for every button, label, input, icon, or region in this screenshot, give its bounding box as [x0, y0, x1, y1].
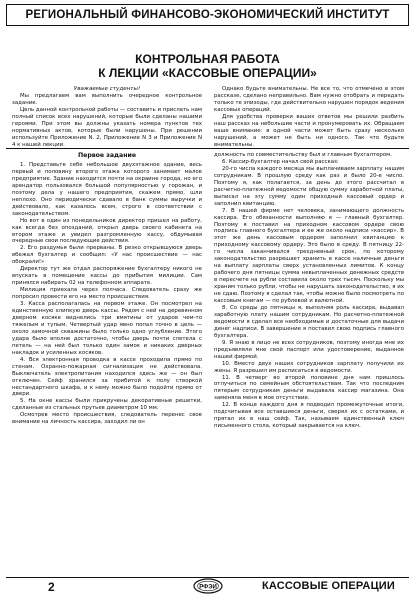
- institute-name: РЕГИОНАЛЬНЫЙ ФИНАНСОВО-ЭКОНОМИЧЕСКИЙ ИНСТИТУТ: [25, 9, 390, 21]
- task-paragraph: 1. Представьте себе небольшое двухэтажное здание, весь первый и половину второго этажа которого занимает малое предприятие. Здание находится почти на окраине города, но его арендатор пользовался большой популярностью у горожан, и поэтому дела у нашего предприятия, скажем прямо, шли неплохо. Оно периодически сдавало в банк суммы выручки и действовало, как казалось всем, строго в соответствии с законодательством.: [12, 162, 202, 217]
- institute-logo-icon: [193, 578, 223, 594]
- title-line-2: К ЛЕКЦИИ «КАССОВЫЕ ОПЕРАЦИИ»: [98, 66, 317, 80]
- intro-right-column: [214, 86, 404, 149]
- intro-left-column: [12, 86, 202, 149]
- document-title: [0, 52, 415, 80]
- journal-title: КАССОВЫЕ ОПЕРАЦИИ: [262, 580, 396, 592]
- task-paragraph: 12. В конце каждого дня я подводил промежуточные итоги, подсчитывая все оставшиеся деньги, сверял их с остатками, и прятал их в наш сейф. Так, называем единственный ключ письменного стола, который закрывается на ключ.: [214, 402, 404, 430]
- task-paragraph: 20-го числа каждого месяца мы выплачиваем зарплату нашим сотрудникам. В прошлую среду как раз и было 20-е число. Поэтому я, как полагается, за день до этого рассчитал в расчетно-платежной ведомости общую сумму заработной платы, выписал на эту сумму один приходный кассовый ордер и заполнил квитанцию.: [214, 165, 404, 207]
- task-paragraph: 9. Я знаю в лицо не всех сотрудников, поэтому иногда мне их предъявляли мне свой паспорт или удостоверение, выданное нашей фирмой.: [214, 339, 404, 360]
- task-right-column: [214, 152, 404, 430]
- task-paragraph: 8. Со среды до пятницы я, выполняя роль кассира, выдавал заработную плату нашим сотрудникам. Но расчетно-платежной ведомости я сделал все необходимые и достаточные для выдачи денег надписи. В завершение я поставил свою подпись главного бухгалтера.: [214, 304, 404, 339]
- task-paragraph: Директор тут же отдал распоряжение бухгалтеру никого не впускать в помещение кассы до прибытия милиции. Сам принялся набирать 02 на телефонном аппарате.: [12, 266, 202, 287]
- logo-text: РФЭИ: [199, 584, 217, 591]
- task-paragraph: Осмотрев место происшествия, следователь перенес свое внимание на личность кассира, заходил ли он: [12, 412, 202, 426]
- page-number: 2: [48, 580, 55, 594]
- task-left-column: [12, 162, 202, 426]
- greeting: Уважаемые студенты!: [73, 86, 141, 92]
- task-paragraph: 4. Вся электронная проводка в кассе проходила прямо по стенам. Охранно-пожарная сигнализация не действовала. Выключатель электропитания находился здесь же — он был отключен. Сейф хранился за прибитой к полу створкой нестандартного шкафа, и к нему можно было подойти прямо от двери.: [12, 356, 202, 398]
- title-line-1: КОНТРОЛЬНАЯ РАБОТА: [135, 52, 280, 66]
- task-paragraph: 10. Вместо двух наших сотрудников зарплату получили их жены. Я разрешил им расписаться в ведомости.: [214, 360, 404, 374]
- section-title: Первое задание: [77, 152, 137, 159]
- intro-paragraph: Для удобства проверки ваших ответов мы решили разбить наш рассказ на небольшие части и пронумеровать их. Обращаем ваше внимание: в одной части может быть сразу несколько нарушений, а может не быть ни одного. Так что будьте внимательны.: [214, 113, 404, 148]
- task-paragraph: 5. На окне кассы были прикручены декоративные решетки, сделанные из стальных прутьев диаметром 10 мм.: [12, 398, 202, 412]
- task-paragraph: 3. Касса располагалась на первом этаже. Он посмотрел на единственную хлипкую дверь кассы. Рядом с ней на деревянном дверном косяке виднелись три вмятины от ударов чем-то тяжелым и тупым. Четвертый удар явно попал точно в цель — около замочной скважины было только одно углубление. Этого удара было вполне достаточно, чтобы дверь почти слетела с петель — на ней был только один замок и никаких дверных накладок и усиленных косяков.: [12, 301, 202, 356]
- intro-paragraph: Однако будьте внимательны. Не все то, что отмечено в этом рассказе, сделано неправильно. Вам нужно отобрать и передать только те эпизоды, где действительно нарушен порядок ведения кассовых операций.: [214, 86, 404, 113]
- task-paragraph: 11. В четверг во второй половине дня нам пришлось отлучиться по семейным обстоятельствам. Так что последним пятерым сотрудникам деньги выдавала кассир магазина. Она заменяла меня в мое отсутствие.: [214, 374, 404, 402]
- task-paragraph: 7. В нашей фирме нет человека, занимающего должность кассира. Его обязанности выполняю я — главный бухгалтер. Поэтому я поставил на приходном кассовом ордере свою подпись главного бухгалтера и ее же около надписи «кассир». В этот же день кассовым ордером заполнил квитанцию к приходному кассовому ордеру. Это было в среду. В пятницу 22-го числа заканчивался трехдневный срок, по которому законодательство разрешает хранить в кассе наличные деньги на выплату зарплаты сверх установленных лимитов. К концу рабочего дня пятницы сумма невыплаченных денежных средств в пересчете на рубли составила около трех тысяч. Поскольку мы храним только рубли, чтобы не нарушать законодательство, я их не сдаю. Поэтому я сделал так, чтобы можно было посмотреть по кассовым книгам — по рублевой и валютной.: [214, 207, 404, 305]
- section-divider: [6, 148, 409, 149]
- task-paragraph: Но вот в один из понедельников директор пришел на работу, как всегда без опозданий, открыл дверь своего кабинета на втором этаже и увидел разгромленную кассу, обдумывая очередные свои последующие действия.: [12, 217, 202, 245]
- institute-header: [6, 4, 409, 26]
- task-paragraph: Милиция приехала через полчаса. Следователь сразу же попросил провести его на место происшествия.: [12, 287, 202, 301]
- intro-paragraph: Цель данной контрольной работы — составить и прислать нам полный список всех нарушений, которые были сделаны нашими героями. При этом вы должны указать номера пунктов тех нормативных актов, которые были нарушены. При решении используйте Приложение N. 2, Приложение N 3 и Приложение N 4 к нашей лекции.: [12, 107, 202, 149]
- task-paragraph: 6. Кассир-бухгалтер начал свой рассказ:: [222, 158, 339, 165]
- intro-paragraph: Мы предлагаем вам выполнить очередное контрольное задание.: [12, 93, 202, 107]
- task-paragraph: должность по совместительству был и главным бухгалтером.: [214, 152, 392, 158]
- task-paragraph: 2. Его раздумья были прерваны. В резко открывшуюся дверь вбежал бухгалтер и сообщил: «У нас происшествие — нас обокрали!»: [12, 245, 202, 266]
